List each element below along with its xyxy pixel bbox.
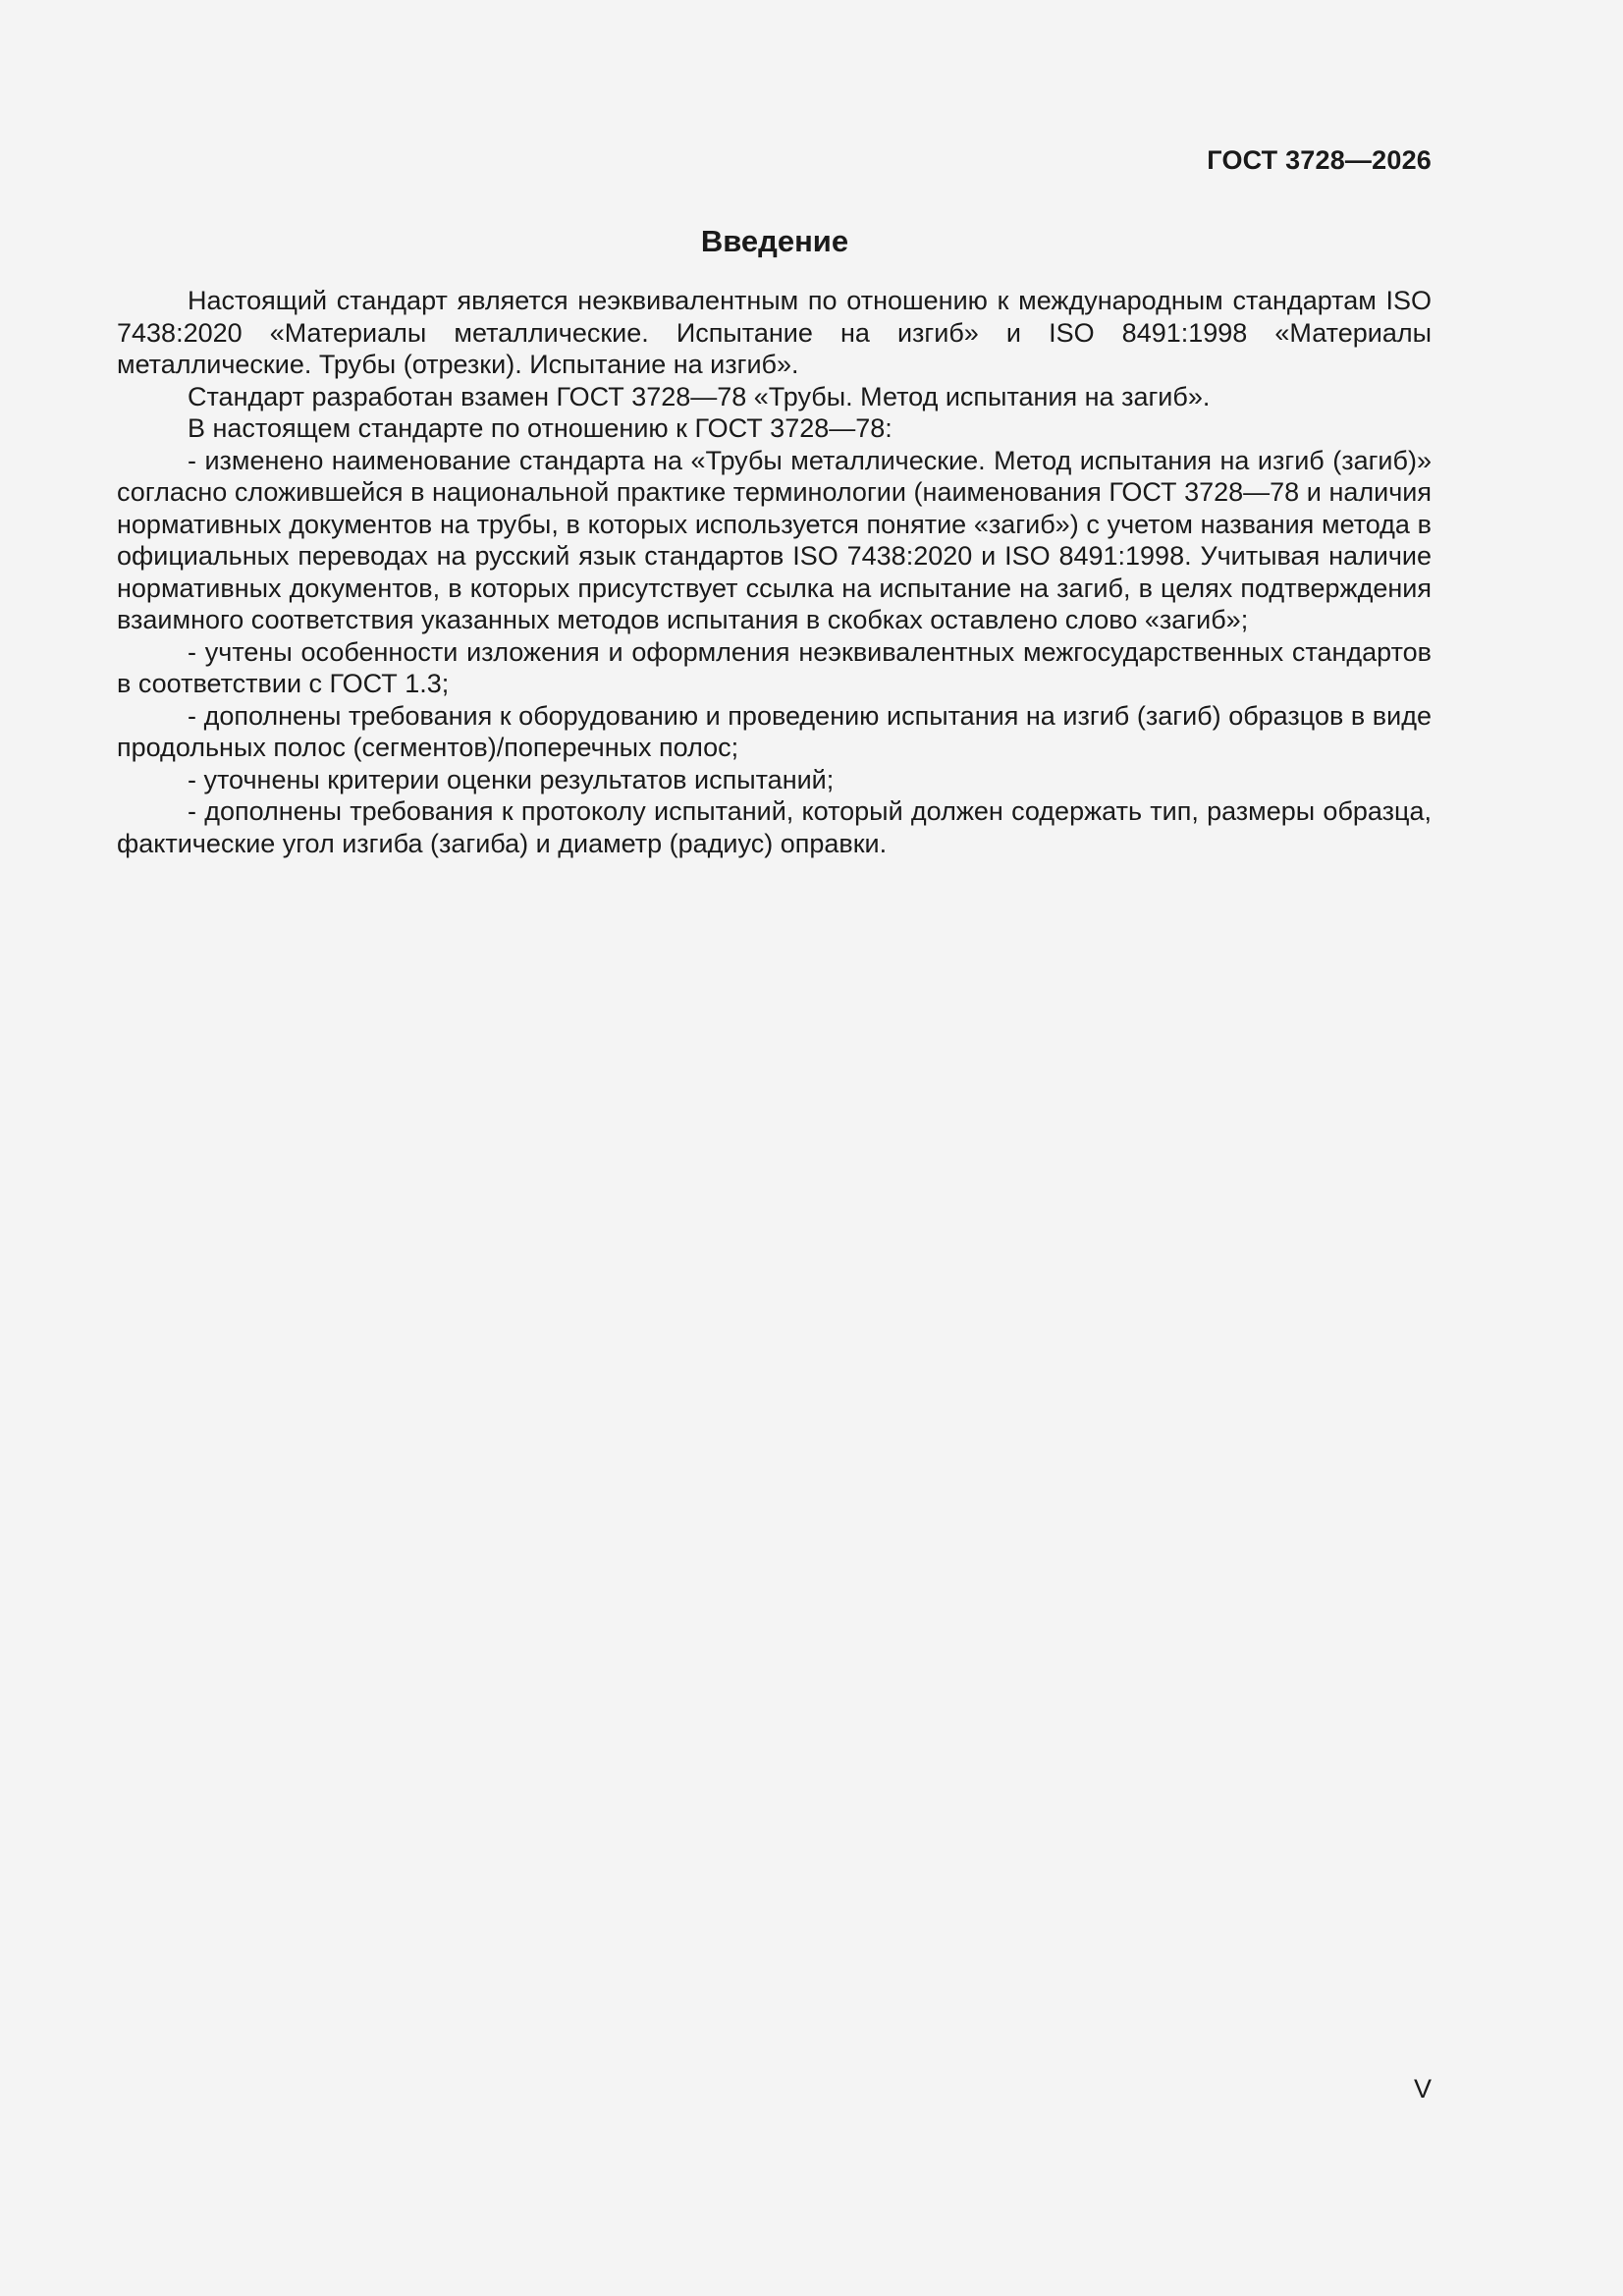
list-item-presentation: - учтены особенности изложения и оформления неэквивалентных межгосударственных стандартов в соответствии с ГОСТ 1.3; — [117, 636, 1432, 698]
introduction-body — [117, 285, 1432, 859]
list-item-criteria: - уточнены критерии оценки результатов испытаний; — [188, 764, 835, 794]
paragraph-changes-intro: В настоящем стандарте по отношению к ГОСТ 3728—78: — [188, 413, 893, 443]
document-number-header: ГОСТ 3728—2026 — [1207, 145, 1432, 175]
paragraph-replaces: Стандарт разработан взамен ГОСТ 3728—78 «Трубы. Метод испытания на загиб». — [188, 381, 1211, 411]
section-title: Введение — [700, 224, 849, 258]
list-item-report: - дополнены требования к протоколу испытаний, который должен содержать тип, размеры образца, фактические угол изгиба (загиба) и диаметр (радиус) оправки. — [117, 796, 1432, 858]
list-item-name-change: - изменено наименование стандарта на «Трубы металлические. Метод испытания на изгиб (загиб)» согласно сложившейся в национальной практике терминологии (наименования ГОСТ 3728—78 и наличия нормативных документов на трубы, в которых используется понятие «загиб») с учетом названия метода в официальных переводах на русский язык стандартов ISO 7438:2020 и ISO 8491:1998. Учитывая наличие нормативных документов, в которых присутствует ссылка на испытание на загиб, в целях подтверждения взаимного соответствия указанных методов испытания в скобках оставлено слово «загиб»; — [117, 445, 1432, 634]
paragraph-equivalence: Настоящий стандарт является неэквивалентным по отношению к международным стандартам ISO 7438:2020 «Материалы металлические. Испытание на изгиб» и ISO 8491:1998 «Материалы металлические. Трубы (отрезки). Испытание на изгиб». — [117, 286, 1432, 379]
list-item-equipment: - дополнены требования к оборудованию и проведению испытания на изгиб (загиб) образцов в виде продольных полос (сегментов)/поперечных полос; — [117, 700, 1432, 762]
page-number: V — [1413, 2074, 1432, 2104]
